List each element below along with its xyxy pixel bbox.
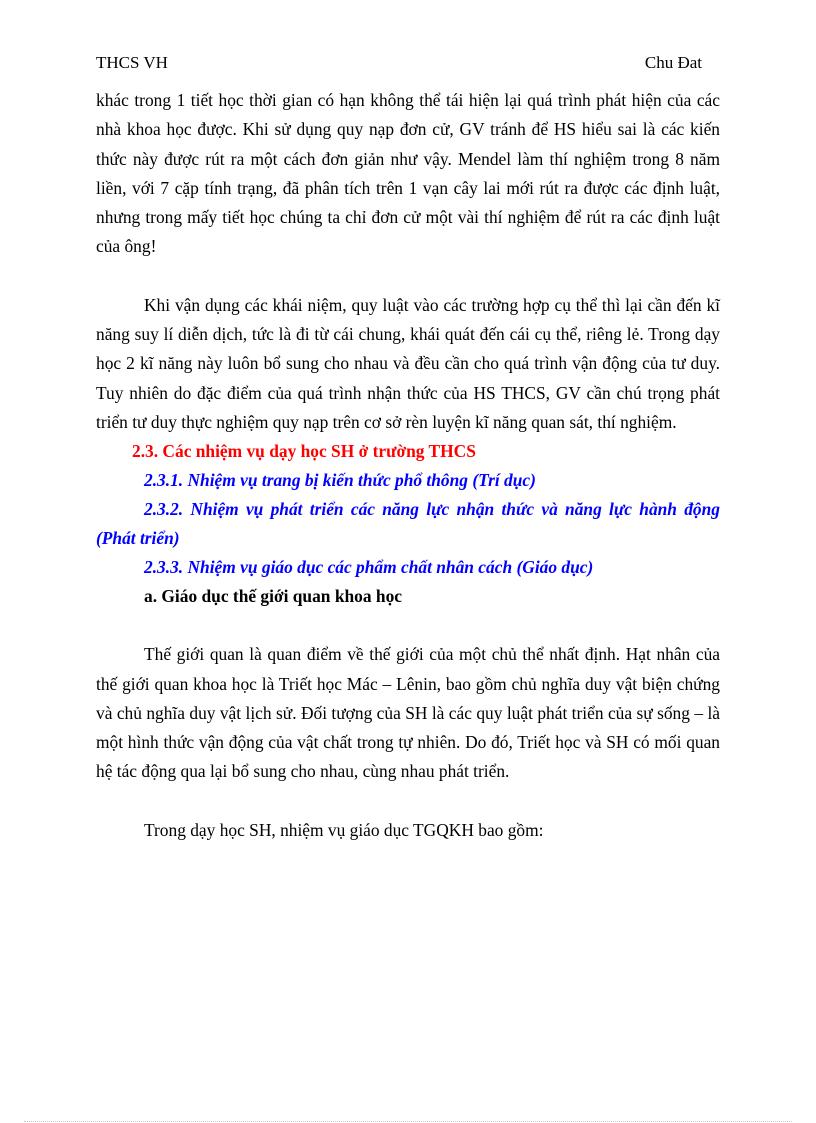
paragraph-tgqkh-tasks: Trong dạy học SH, nhiệm vụ giáo dục TGQKH bao gồm: — [144, 819, 544, 840]
page-bottom-border — [24, 1121, 792, 1122]
document-body — [96, 86, 720, 845]
section-heading-2-3: 2.3. Các nhiệm vụ dạy học SH ở trường THCS — [132, 441, 476, 462]
subsection-heading-2-3-1: 2.3.1. Nhiệm vụ trang bị kiến thức phổ thông (Trí dục) — [144, 470, 536, 491]
page-header — [96, 52, 702, 74]
header-school: THCS VH — [96, 53, 168, 72]
paragraph-deductive-reasoning: Khi vận dụng các khái niệm, quy luật vào các trường hợp cụ thể thì lại cần đến kĩ năng suy lí diễn dịch, tức là đi từ cái chung, khái quát đến cái cụ thể, riêng lẻ. Trong dạy học 2 kĩ năng này luôn bổ sung cho nhau và đều cần cho quá trình vận động của tư duy. Tuy nhiên do đặc điểm của quá trình nhận thức của HS THCS, GV cần chú trọng phát triển tư duy thực nghiệm quy nạp trên cơ sở rèn luyện kĩ năng quan sát, thí nghiệm. — [96, 294, 720, 432]
subsection-heading-2-3-2: 2.3.2. Nhiệm vụ phát triển các năng lực nhận thức và năng lực hành động (Phát triển) — [96, 499, 720, 549]
header-author: Chu Đat — [644, 53, 702, 72]
paragraph-worldview: Thế giới quan là quan điểm về thế giới của một chủ thể nhất định. Hạt nhân của thế giới quan khoa học là Triết học Mác – Lênin, bao gồm chủ nghĩa duy vật biện chứng và chủ nghĩa duy vật lịch sử. Đối tượng của SH là các quy luật phát triển của sự sống – là một hình thức vận động của vật chất trong tự nhiên. Do đó, Triết học và SH có mối quan hệ tác động qua lại bổ sung cho nhau, cùng nhau phát triển. — [96, 644, 720, 782]
subsection-heading-2-3-3: 2.3.3. Nhiệm vụ giáo dục các phẩm chất nhân cách (Giáo dục) — [144, 557, 594, 578]
paragraph-mendel-induction: khác trong 1 tiết học thời gian có hạn không thể tái hiện lại quá trình phát hiện của các nhà khoa học được. Khi sử dụng quy nạp đơn cử, GV tránh để HS hiểu sai là các kiến thức này được rút ra một cách đơn giản như vậy. Mendel làm thí nghiệm trong 8 năm liền, với 7 cặp tính trạng, đã phân tích trên 1 vạn cây lai mới rút ra được các định luật, nhưng trong mấy tiết học chúng ta chỉ đơn cử một vài thí nghiệm để rút ra các định luật của ông! — [96, 90, 720, 257]
item-heading-a: a. Giáo dục thế giới quan khoa học — [144, 586, 402, 607]
